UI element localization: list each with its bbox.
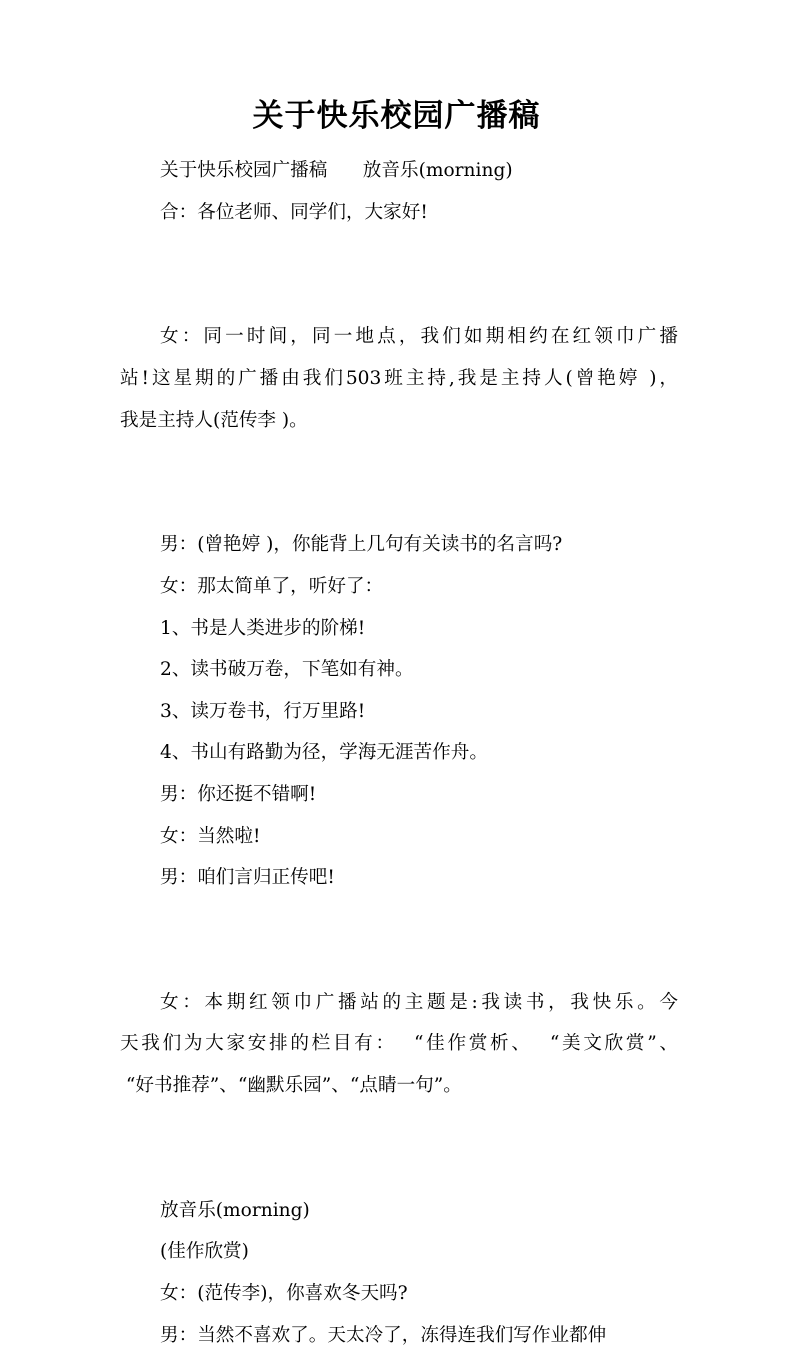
paragraph — [120, 649, 678, 691]
paragraph — [120, 1190, 678, 1232]
paragraph — [120, 857, 678, 899]
text-line: 天我们为大家安排的栏目有： “佳作赏析、 “美文欣赏”、 — [120, 1033, 678, 1055]
document-body — [120, 150, 678, 1356]
text-line: 男：(曾艳婷 )，你能背上几句有关读书的名言吗? — [160, 534, 563, 556]
text-line: “好书推荐”、“幽默乐园”、“点睛一句”。 — [120, 1075, 462, 1097]
text-line: 3、读万卷书，行万里路! — [160, 700, 366, 722]
paragraph — [120, 732, 678, 774]
text-line: 关于快乐校园广播稿 放音乐(morning) — [160, 160, 513, 181]
paragraph — [120, 1273, 678, 1315]
text-line: 女：那太简单了，听好了： — [160, 575, 384, 597]
text-line: 站!这星期的广播由我们503班主持,我是主持人(曾艳婷 )， — [120, 367, 678, 389]
text-line: 女：(范传李)，你喜欢冬天吗? — [160, 1283, 408, 1305]
paragraph — [120, 233, 678, 524]
text-line: 男：当然不喜欢了。天太冷了，冻得连我们写作业都伸 — [160, 1324, 607, 1346]
paragraph — [120, 566, 678, 608]
text-line: (佳作欣赏) — [160, 1241, 249, 1263]
paragraph — [120, 192, 678, 234]
text-line: 2、读书破万卷，下笔如有神。 — [160, 659, 414, 681]
paragraph — [120, 608, 678, 650]
text-line: 1、书是人类进步的阶梯! — [160, 617, 366, 639]
paragraph — [120, 816, 678, 858]
text-line: 放音乐(morning) — [160, 1199, 310, 1221]
text-line: 4、书山有路勤为径，学海无涯苦作舟。 — [160, 742, 488, 764]
text-line: 男：你还挺不错啊! — [160, 783, 317, 805]
document-title: 关于快乐校园广播稿 — [252, 98, 541, 134]
text-line: 合：各位老师、同学们，大家好! — [160, 201, 428, 223]
paragraph — [120, 1315, 678, 1356]
paragraph — [120, 524, 678, 566]
text-line: 女：本期红领巾广播站的主题是:我读书，我快乐。今 — [160, 991, 678, 1013]
paragraph — [120, 150, 678, 192]
paragraph — [120, 774, 678, 816]
paragraph — [120, 1231, 678, 1273]
text-line: 男：咱们言归正传吧! — [160, 867, 335, 889]
text-line: 我是主持人(范传李 )。 — [120, 409, 308, 431]
paragraph — [120, 691, 678, 733]
text-line: 女：同一时间，同一地点，我们如期相约在红领巾广播 — [160, 326, 678, 348]
text-line: 女：当然啦! — [160, 825, 261, 847]
paragraph — [120, 899, 678, 1190]
